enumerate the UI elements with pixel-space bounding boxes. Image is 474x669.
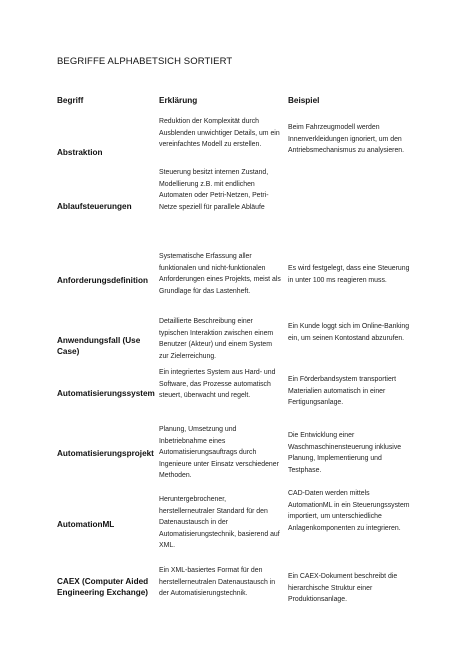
- term-cell: Anwendungsfall (Use Case): [57, 336, 141, 356]
- explanation-cell: Reduktion der Komplexität durch Ausblenden unwichtiger Details, um ein vereinfachtes Modell zu erstellen.: [159, 118, 280, 149]
- explanation-cell: Heruntergebrochener, herstellerneutraler Standard für den Datenaustausch in der Automatisierungstechnik, basierend auf XML.: [159, 496, 280, 550]
- term-cell: Anforderungsdefinition: [57, 276, 148, 285]
- term-cell: Automatisierungssystem: [57, 389, 155, 398]
- explanation-cell: Systematische Erfassung aller funktionalen und nicht-funktionalen Anforderungen eines Projekts, meist als Grundlage für das Lastenheft.: [159, 253, 281, 295]
- example-cell: Die Entwicklung einer Waschmaschinensteuerung inklusive Planung, Implementierung und Testphase.: [288, 432, 402, 474]
- term-cell: CAEX (Computer Aided Engineering Exchange): [57, 577, 149, 597]
- explanation-cell: Steuerung besitzt internen Zustand, Modellierung z.B. mit endlichen Automaten oder Petri-Netzen, Petri-Netze speziell für parallele Abläufe: [159, 169, 269, 211]
- example-cell: Ein CAEX-Dokument beschreibt die hierarchische Struktur einer Produktionsanlage.: [288, 573, 398, 604]
- term-cell: Automatisierungsprojekt: [57, 449, 154, 458]
- explanation-cell: Ein integriertes System aus Hard- und Software, das Prozesse automatisch steuert, überwacht und regelt.: [159, 369, 276, 400]
- example-cell: CAD-Daten werden mittels AutomationML in ein Steuerungssystem importiert, um unterschiedliche Anlagenkomponenten zu integrieren.: [288, 490, 410, 532]
- term-cell: AutomationML: [57, 520, 115, 529]
- example-cell: Es wird festgelegt, dass eine Steuerung in unter 100 ms reagieren muss.: [288, 265, 410, 284]
- document-title: BEGRIFFE ALPHABETSICH SORTIERT: [57, 56, 233, 67]
- explanation-cell: Planung, Umsetzung und Inbetriebnahme eines Automatisierungsauftrags durch Ingenieure unter Einsatz verschiedener Methoden.: [159, 426, 279, 480]
- example-cell: Beim Fahrzeugmodell werden Innenverkleidungen ignoriert, um den Antriebsmechanismus zu analysieren.: [288, 124, 405, 155]
- explanation-cell: Ein XML-basiertes Format für den herstellerneutralen Datenaustausch in der Automatisierungstechnik.: [159, 567, 276, 598]
- column-header-explanation: Erklärung: [159, 96, 198, 105]
- example-cell: Ein Förderbandsystem transportiert Materialien automatisch in einer Fertigungsanlage.: [288, 376, 396, 407]
- example-cell: Ein Kunde loggt sich im Online-Banking ein, um seinen Kontostand abzurufen.: [288, 323, 410, 342]
- term-cell: Ablaufsteuerungen: [57, 202, 132, 211]
- explanation-cell: Detaillierte Beschreibung einer typischen Interaktion zwischen einem Benutzer (Akteur) und einem System zur Zielerreichung.: [159, 318, 274, 360]
- column-header-example: Beispiel: [288, 96, 320, 105]
- term-cell: Abstraktion: [57, 148, 103, 157]
- column-header-term: Begriff: [57, 96, 84, 105]
